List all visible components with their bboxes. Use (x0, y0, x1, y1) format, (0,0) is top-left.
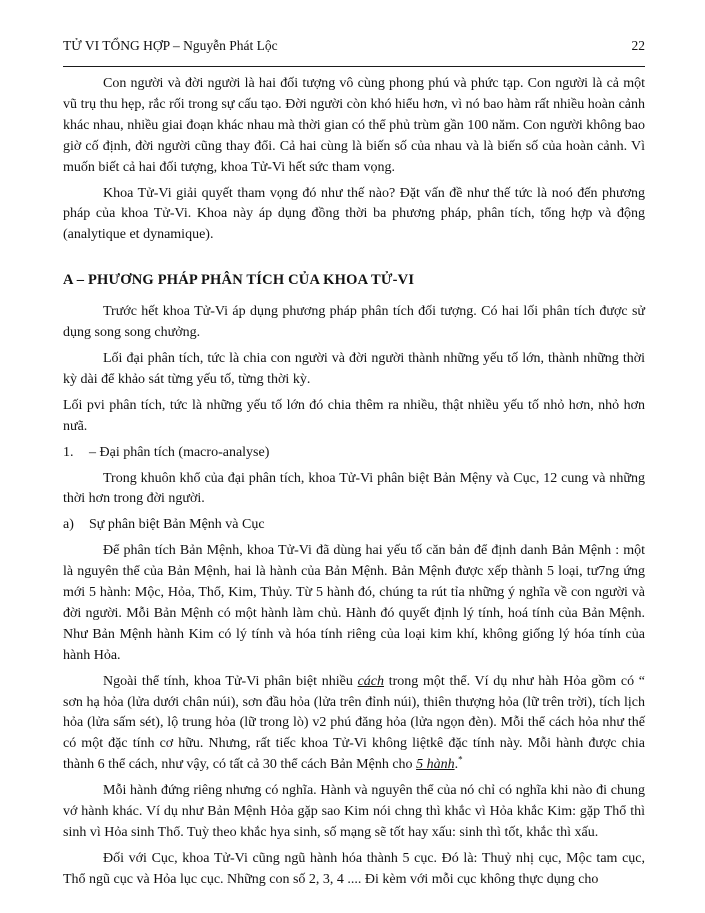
paragraph-micro-def: Lối pvi phân tích, tức là những yếu tố lớn đó chia thêm ra nhiều, thật nhiều yếu tố nhỏ hơn, nhỏ hơn nưã. (63, 397, 645, 434)
the-cach-text-pre: Ngoài thể tính, khoa Tử-Vi phân biệt nhiều (103, 673, 358, 689)
page-number: 22 (631, 38, 645, 53)
paragraph-the-cach (63, 672, 645, 777)
the-cach-text-mid: trong một thể. Ví dụ như hàh Hỏa gồm có “ sơn hạ hỏa (lửa dưới chân núi), sơn đầu hỏa (lửa trên đỉnh núi), thiên thượng hỏa (lữ trên trời), tích lịch hỏa (lửa sấm sét), lộ trung hỏa (lữ trong lò) v2 phú đăng hỏa (lửa ngọn đèn). Mỗi thể cách hỏa như thế có một đặc tính cơ hữu. Nhưng, rất tiếc khoa Tử-Vi không liệtkê đặc tính này. Mỗi hành được chia thành 6 thể cách, như vậy, có tất cả 30 thể cách Bản Mệnh cho (63, 673, 645, 773)
paragraph-cuc: Đối với Cục, khoa Tử-Vi cũng ngũ hành hóa thành 5 cục. Đó là: Thuỷ nhị cục, Mộc tam cục, Thổ ngũ cục và Hỏa lục cục. Những con số 2, 3, 4 .... Đi kèm với mỗi cục không thực dụng cho (63, 850, 645, 887)
paragraph-ban-menh: Để phân tích Bản Mệnh, khoa Tử-Vi đã dùng hai yếu tố căn bản để định danh Bản Mệnh : một là nguyên thể của Bản Mệnh, hai là hành của Bản Mệnh. Bản Mệnh được xếp thành 5 loại, tư7ng ứng mới 5 hành: Mộc, Hỏa, Thổ, Kim, Thủy. Từ 5 hành đó, chúng ta rút tỉa những ý nghĩa về con người và đời người. Mỗi Bản Mệnh có một hành làm chủ. Hành đó quyết định lý tính, hoá tính của Bản Mệnh. Như Bản Mệnh hành Kim có lý tính và hóa tính riêng của loại kim khí, không giống lý hóa tính của hành Hỏa. (63, 543, 645, 663)
paragraph-intro-1: Con người và đời người là hai đối tượng vô cùng phong phú và phức tạp. Con người là cả một vũ trụ thu hẹp, rắc rối trong sự cấu tạo. Đời người còn khó hiểu hơn, vì nó bao hàm rất nhiều hoàn cảnh khác nhau, nhiều giai đoạn khác nhau mà thời gian có thể phủ trùm gần 100 năm. Con người không bao giờ cố định, đời người cũng thay đổi. Cả hai cùng là biến số của nhau và là biến số của hoàn cảnh. Vì muốn biết cả hai đối tượng, khoa Tử-Vi hết sức tham vọng. (63, 76, 645, 175)
page-header (63, 38, 645, 66)
paragraph-intro-2: Khoa Tử-Vi giải quyết tham vọng đó như thế nào? Đặt vấn đề như thế tức là noó đến phương pháp của khoa Tử-Vi. Khoa này áp dụng đồng thời ba phương pháp, phân tích, tổng hợp và động (analytique et dynamique). (63, 185, 645, 243)
paragraph-macro-scope: Trong khuôn khổ của đại phân tích, khoa Tử-Vi phân biệt Bản Mệny và Cục, 12 cung và những thời hơn trong đời người. (63, 470, 645, 507)
header-divider (63, 66, 645, 67)
list-item-1-label: – Đại phân tích (macro-analyse) (89, 444, 270, 460)
page-body (63, 74, 645, 891)
list-item-a (63, 515, 645, 536)
list-item-a-label: Sự phân biệt Bản Mệnh và Cục (89, 517, 265, 533)
paragraph-hanh-nghia: Mỗi hành đứng riêng nhưng có nghĩa. Hành và nguyên thể của nó chỉ có nghĩa khi nào đi chung vớ hành khác. Ví dụ như Bản Mệnh Hỏa gặp sao Kim nói chng thì khắc vì Hỏa khắc Kim: gặp Thổ thì sinh vì Hỏa sinh Thổ. Tuỳ theo khắc hya sinh, số mạng sẽ tốt hay xấu: sinh thì tốt, khắc thì xấu. (63, 783, 645, 840)
list-item-1 (63, 443, 645, 464)
paragraph-macro-def: Lối đại phân tích, tức là chia con người và đời người thành những yếu tố lớn, thành những thời kỳ dài để khảo sát từng yếu tố, từng thời kỳ. (63, 350, 645, 387)
section-heading-a: A – PHƯƠNG PHÁP PHÂN TÍCH CỦA KHOA TỬ-VI (63, 272, 415, 289)
the-cach-emphasis-cach: cách (357, 673, 384, 689)
the-cach-period: . (454, 757, 459, 773)
list-item-1-marker: 1. (63, 444, 74, 460)
paragraph-methods: Trước hết khoa Tử-Vi áp dụng phương pháp phân tích đối tượng. Có hai lối phân tích được sử dụng song song chưởng. (63, 304, 645, 341)
book-title: TỬ VI TỔNG HỢP – Nguyễn Phát Lộc (63, 38, 278, 53)
footnote-asterisk: * (458, 754, 463, 765)
list-item-a-marker: a) (63, 517, 74, 533)
the-cach-emphasis-5-hanh: 5 hành (416, 757, 455, 773)
